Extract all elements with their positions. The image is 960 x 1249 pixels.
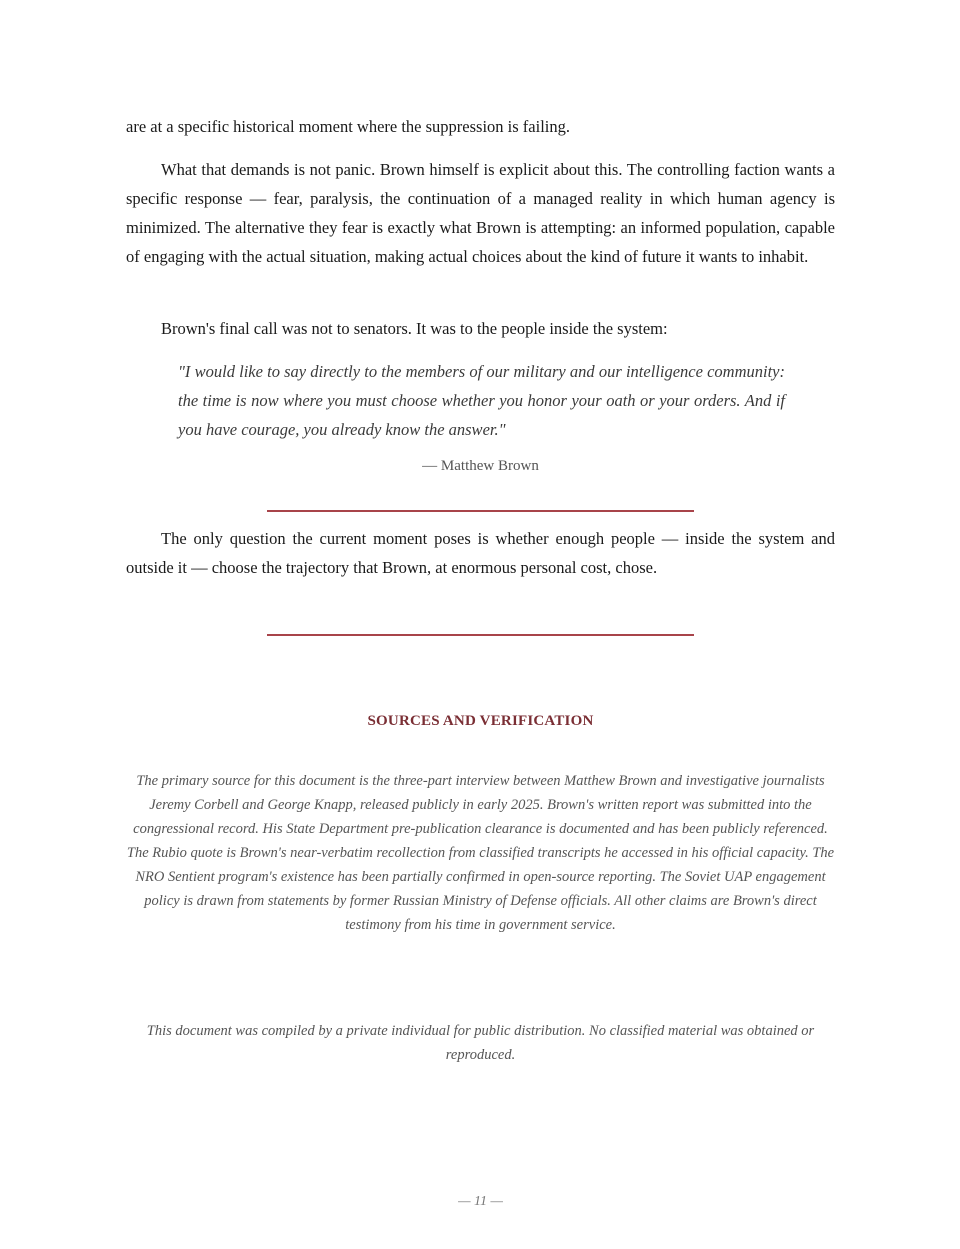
disclaimer: This document was compiled by a private individual for public distribution. No classified material was obtained or reproduced. <box>146 1023 815 1063</box>
paragraph-final-call: Brown's final call was not to senators. It was to the people inside the system: <box>161 319 668 338</box>
block-quote: "I would like to say directly to the members of our military and our intelligence community: the time is now where you must choose whether you honor your oath or your orders. And if you have courage, you already know the answer." <box>178 362 785 439</box>
page-number: — 11 — <box>458 1194 503 1209</box>
divider-line <box>267 510 694 512</box>
paragraph-continuation: are at a specific historical moment where the suppression is failing. <box>126 117 570 136</box>
paragraph-only-question: The only question the current moment poses is whether enough people — inside the system and outside it — choose the trajectory that Brown, at enormous personal cost, chose. <box>126 529 835 577</box>
sources-heading: SOURCES AND VERIFICATION <box>367 713 594 729</box>
paragraph-what-that-demands: What that demands is not panic. Brown himself is explicit about this. The controlling faction wants a specific response — fear, paralysis, the continuation of a managed reality in which human agency is minimized. The alternative they fear is exactly what Brown is attempting: an informed population, capable of engaging with the actual situation, making actual choices about the kind of future it wants to inhabit. <box>126 160 835 266</box>
sources-body: The primary source for this document is the three-part interview between Matthew Brown and investigative journalists Jeremy Corbell and George Knapp, released publicly in early 2025. Brown's written report was submitted into the congressional record. His State Department pre-publication clearance is documented and has been publicly referenced. The Rubio quote is Brown's near-verbatim recollection from classified transcripts he accessed in his official capacity. The NRO Sentient program's existence has been partially confirmed in open-source reporting. The Soviet UAP engagement policy is drawn from statements by former Russian Ministry of Defense officials. All other claims are Brown's direct testimony from his time in government service. <box>126 773 835 933</box>
quote-attribution: — Matthew Brown <box>422 458 539 474</box>
divider-line <box>267 634 694 636</box>
